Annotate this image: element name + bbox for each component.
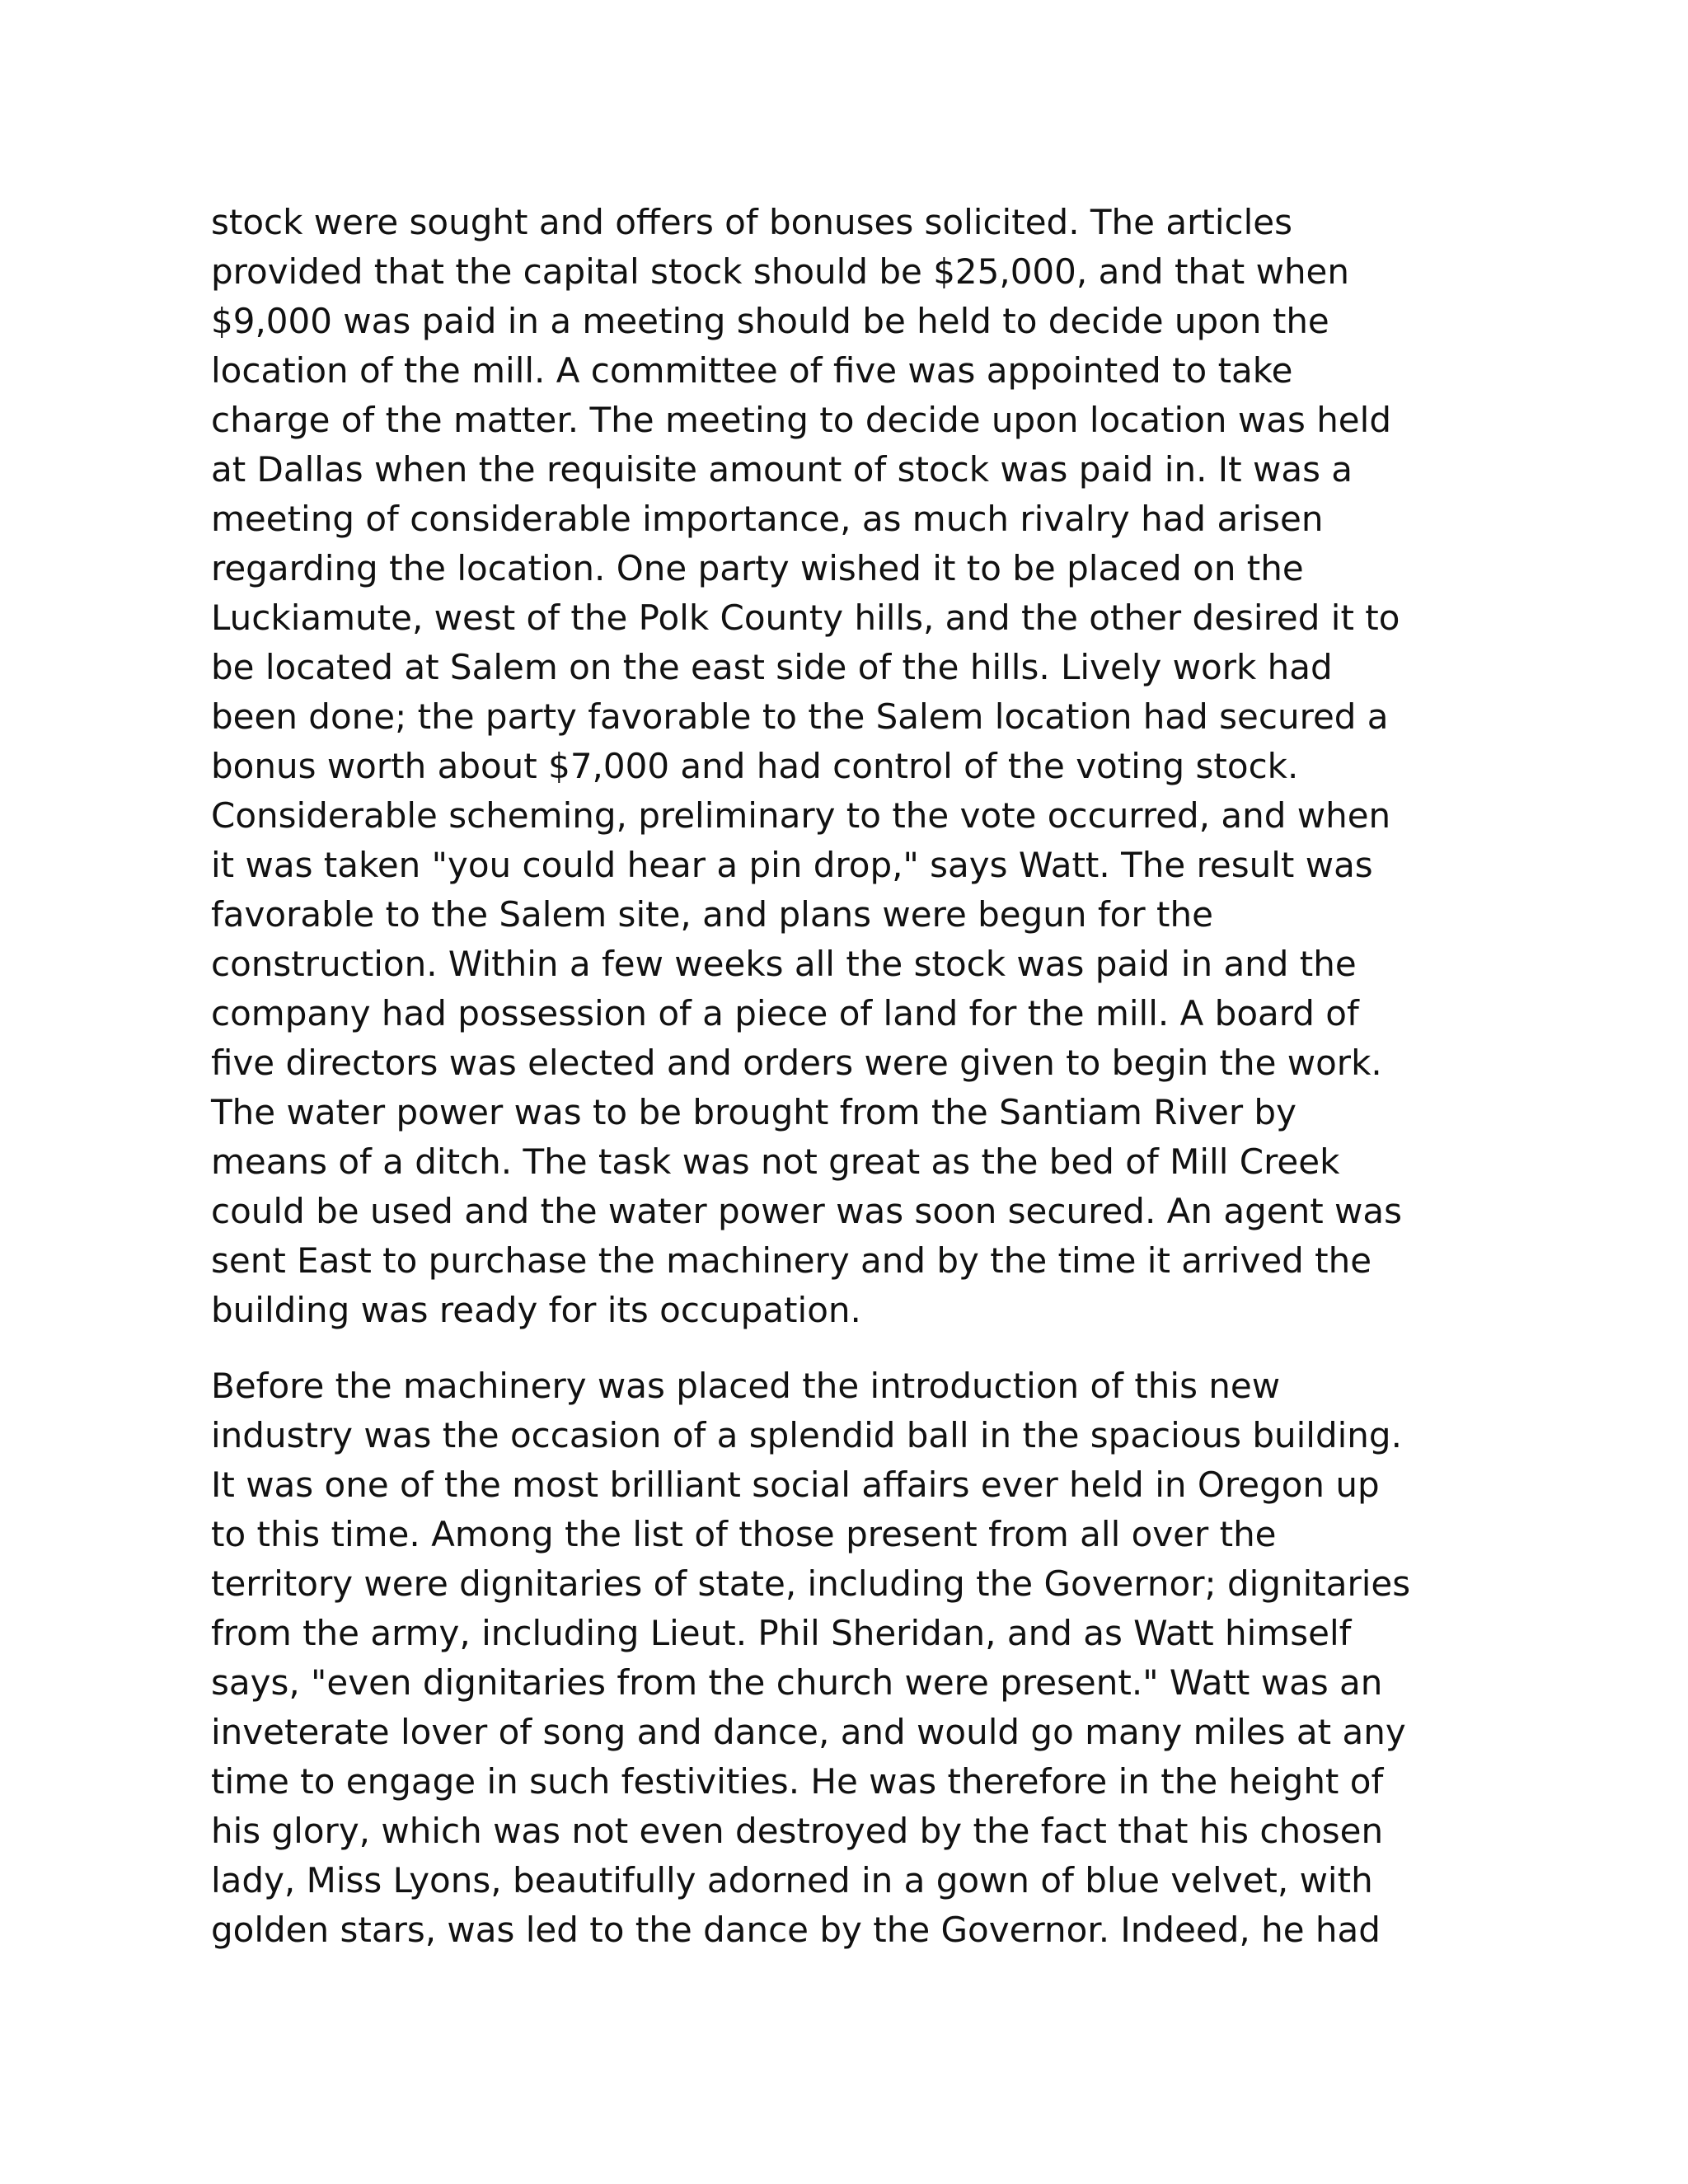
text-line: regarding the location. One party wished it to be placed on the [211, 548, 1304, 588]
text-line: Luckiamute, west of the Polk County hills, and the other desired it to [211, 598, 1400, 638]
text-line: means of a ditch. The task was not great as the bed of Mill Creek [211, 1141, 1340, 1182]
text-line: It was one of the most brilliant social affairs ever held in Oregon up [211, 1465, 1380, 1505]
text-line: company had possession of a piece of land for the mill. A board of [211, 993, 1359, 1033]
text-line: from the army, including Lieut. Phil Sheridan, and as Watt himself [211, 1613, 1352, 1653]
paragraph-2 [211, 1361, 1497, 1955]
text-line: it was taken "you could hear a pin drop," says Watt. The result was [211, 845, 1373, 885]
text-line: Considerable scheming, preliminary to the vote occurred, and when [211, 795, 1391, 836]
text-line: Before the machinery was placed the introduction of this new [211, 1366, 1281, 1406]
text-line: sent East to purchase the machinery and by the time it arrived the [211, 1240, 1372, 1281]
text-line: at Dallas when the requisite amount of stock was paid in. It was a [211, 449, 1353, 490]
text-line: favorable to the Salem site, and plans were begun for the [211, 894, 1213, 935]
text-line: lady, Miss Lyons, beautifully adorned in a gown of blue velvet, with [211, 1860, 1373, 1900]
document-body [211, 198, 1497, 1955]
text-line: his glory, which was not even destroyed by the fact that his chosen [211, 1811, 1384, 1851]
text-line: been done; the party favorable to the Salem location had secured a [211, 696, 1389, 737]
text-line: territory were dignitaries of state, including the Governor; dignitaries [211, 1563, 1411, 1604]
text-line: charge of the matter. The meeting to decide upon location was held [211, 400, 1391, 440]
paragraph-1 [211, 198, 1497, 1335]
text-line: five directors was elected and orders were given to begin the work. [211, 1043, 1382, 1083]
text-line: The water power was to be brought from the Santiam River by [211, 1092, 1296, 1132]
text-line: could be used and the water power was soon secured. An agent was [211, 1191, 1403, 1231]
text-line: to this time. Among the list of those present from all over the [211, 1514, 1277, 1554]
text-line: building was ready for its occupation. [211, 1290, 861, 1330]
text-line: $9,000 was paid in a meeting should be held to decide upon the [211, 301, 1329, 341]
text-line: stock were sought and offers of bonuses solicited. The articles [211, 202, 1292, 242]
paragraph-gap [211, 1335, 1497, 1361]
text-line: inveterate lover of song and dance, and would go many miles at any [211, 1712, 1406, 1752]
text-line: location of the mill. A committee of five was appointed to take [211, 350, 1293, 391]
text-line: provided that the capital stock should be $25,000, and that when [211, 251, 1350, 292]
text-line: bonus worth about $7,000 and had control of the voting stock. [211, 746, 1299, 786]
text-line: time to engage in such festivities. He was therefore in the height of [211, 1761, 1384, 1802]
text-line: industry was the occasion of a splendid ball in the spacious building. [211, 1415, 1402, 1455]
text-line: construction. Within a few weeks all the stock was paid in and the [211, 944, 1357, 984]
text-line: golden stars, was led to the dance by the Governor. Indeed, he had [211, 1910, 1381, 1950]
text-line: meeting of considerable importance, as much rivalry had arisen [211, 499, 1324, 539]
text-line: be located at Salem on the east side of the hills. Lively work had [211, 647, 1333, 687]
text-line: says, "even dignitaries from the church were present." Watt was an [211, 1662, 1383, 1703]
